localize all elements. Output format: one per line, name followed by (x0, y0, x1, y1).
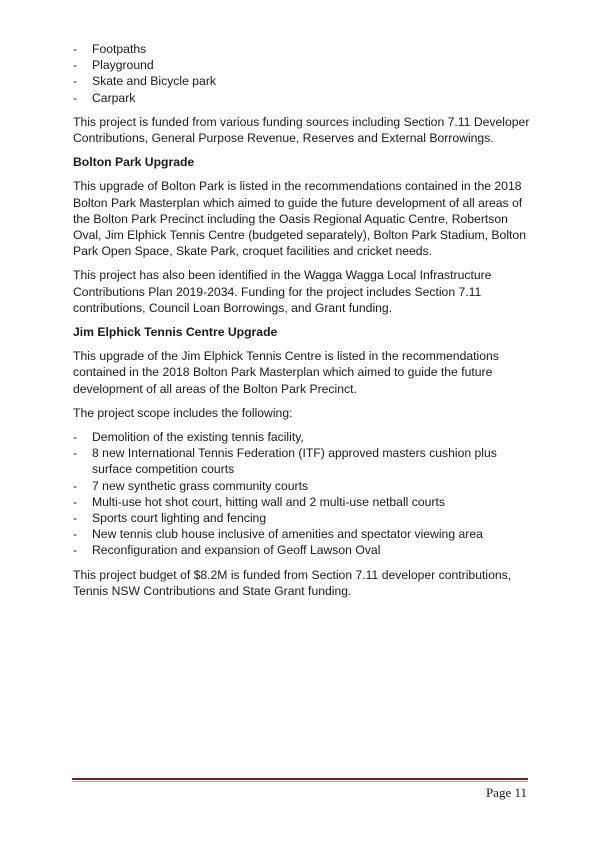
list-item: - 8 new International Tennis Federation (ITF) approved masters cushion plus surface competition courts (73, 445, 533, 477)
list-item: - Demolition of the existing tennis facility, (73, 429, 533, 445)
bolton-paragraph-2: This project has also been identified in the Wagga Wagga Local Infrastructure Contributions Plan 2019-2034. Funding for the project includes Section 7.11 contributions, Council Loan Borrowings, and Grant funding. (73, 268, 492, 315)
footer-rule-thin (72, 781, 528, 782)
list-item: - Footpaths (73, 41, 533, 57)
tennis-paragraph-1: This upgrade of the Jim Elphick Tennis Centre is listed in the recommendations contained in the 2018 Bolton Park Masterplan which aimed to guide the future development of all areas of the Bolton Park Precinct. (73, 349, 499, 396)
page-content (73, 41, 533, 599)
list-item: - New tennis club house inclusive of amenities and spectator viewing area (73, 526, 533, 542)
list-item: - Skate and Bicycle park (73, 73, 533, 89)
funding-paragraph: This project is funded from various funding sources including Section 7.11 Developer Contributions, General Purpose Revenue, Reserves and External Borrowings. (73, 114, 530, 146)
page-number: Page 11 (485, 785, 527, 800)
facilities-list (73, 41, 533, 106)
list-item: - 7 new synthetic grass community courts (73, 478, 533, 494)
list-item: - Carpark (73, 90, 533, 106)
list-item: - Multi-use hot shot court, hitting wall and 2 multi-use netball courts (73, 494, 533, 510)
scope-intro: The project scope includes the following: (73, 405, 293, 420)
list-item: - Playground (73, 57, 533, 73)
bolton-paragraph-1: This upgrade of Bolton Park is listed in the recommendations contained in the 2018 Bolton Park Masterplan which aimed to guide the future development of all areas of the Bolton Park Precinct including the Oasis Regional Aquatic Centre, Robertson Oval, Jim Elphick Tennis Centre (budgeted separately), Bolton Park Stadium, Bolton Park Open Space, Skate Park, croquet facilities and cricket needs. (73, 179, 526, 259)
tennis-heading: Jim Elphick Tennis Centre Upgrade (73, 325, 278, 340)
budget-paragraph: This project budget of $8.2M is funded from Section 7.11 developer contributions, Tennis NSW Contributions and State Grant funding. (73, 567, 512, 598)
list-item: - Reconfiguration and expansion of Geoff Lawson Oval (73, 542, 533, 558)
scope-list (73, 429, 533, 559)
footer-rule (72, 778, 528, 780)
list-item: - Sports court lighting and fencing (73, 510, 533, 526)
bolton-heading: Bolton Park Upgrade (73, 155, 195, 170)
